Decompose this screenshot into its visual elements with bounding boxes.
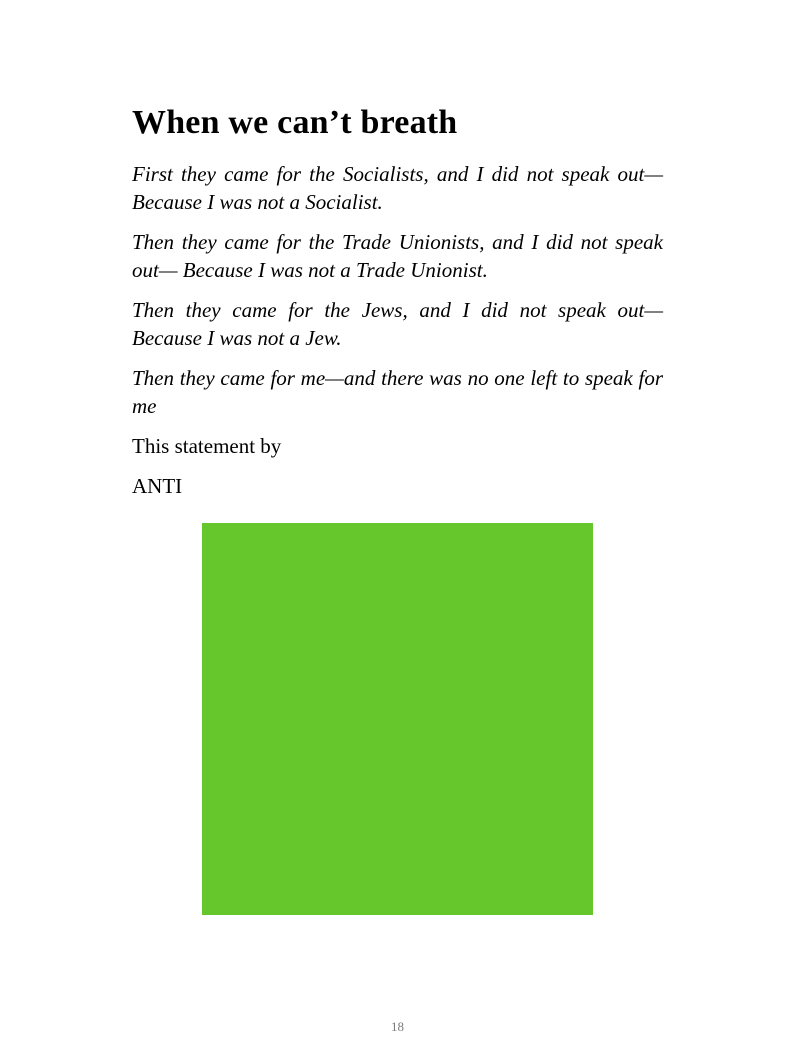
poem-stanza-3: Then they came for the Jews, and I did not speak out— Because I was not a Jew. — [132, 298, 663, 350]
green-image-block — [202, 523, 593, 915]
poem-stanza-2: Then they came for the Trade Unionists, and I did not speak out— Because I was not a Trade Unionist. — [132, 230, 663, 282]
page-content — [132, 100, 663, 500]
poem-stanza-4: Then they came for me—and there was no one left to speak for me — [132, 366, 663, 418]
author-name: ANTI — [132, 474, 183, 498]
page-number: 18 — [391, 1019, 404, 1034]
statement-line: This statement by — [132, 434, 282, 458]
page-title: When we can’t breath — [132, 104, 458, 141]
poem-stanza-1: First they came for the Socialists, and I did not speak out— Because I was not a Socialist. — [132, 162, 663, 214]
